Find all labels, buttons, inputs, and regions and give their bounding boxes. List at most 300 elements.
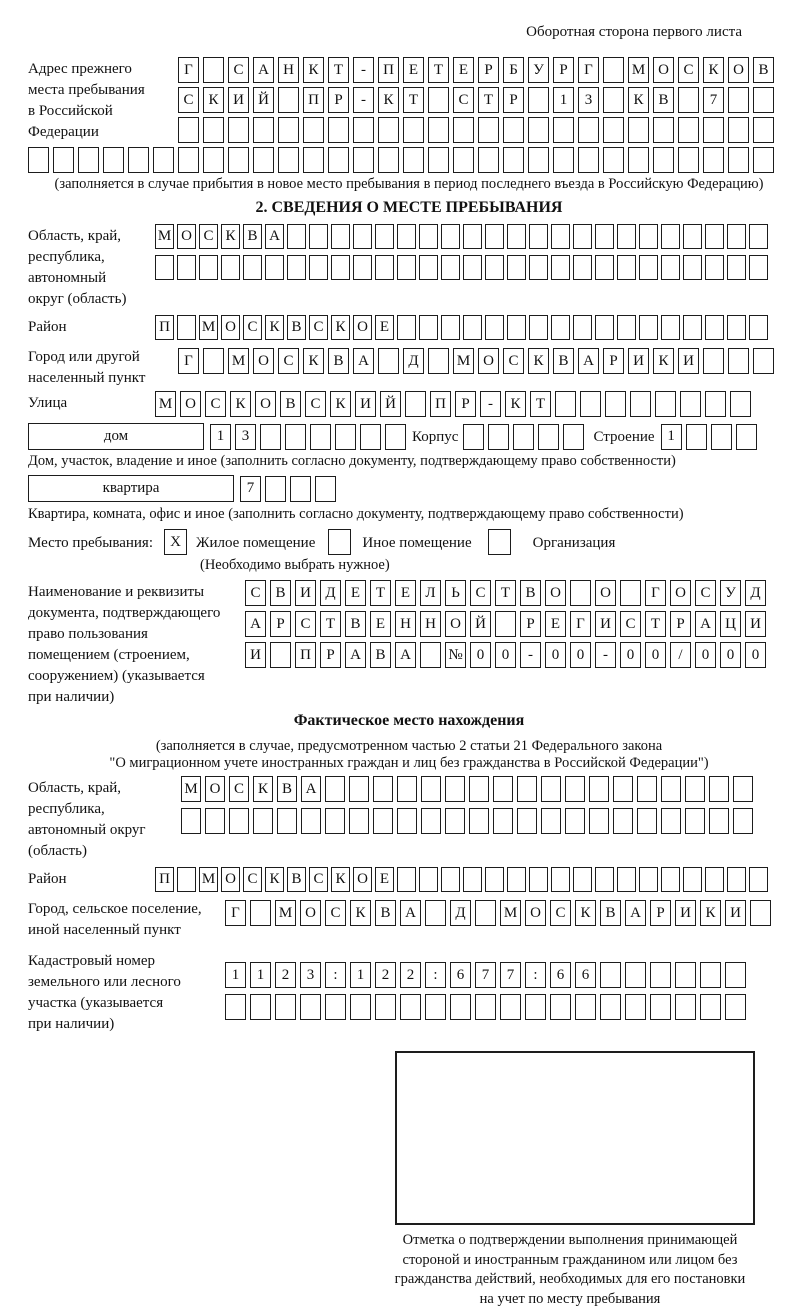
char-box[interactable] — [485, 867, 504, 892]
char-box[interactable] — [727, 315, 746, 340]
char-box[interactable]: И — [675, 900, 696, 926]
char-box[interactable]: В — [600, 900, 621, 926]
char-box[interactable] — [573, 867, 592, 892]
char-box[interactable]: Е — [403, 57, 424, 83]
char-box[interactable]: С — [453, 87, 474, 113]
char-box[interactable] — [507, 315, 526, 340]
char-box[interactable] — [750, 900, 771, 926]
char-box[interactable]: И — [595, 611, 616, 637]
char-box[interactable] — [700, 994, 721, 1020]
char-box[interactable]: Т — [403, 87, 424, 113]
char-box[interactable] — [728, 348, 749, 374]
char-box[interactable]: М — [155, 391, 176, 417]
char-box[interactable] — [445, 776, 465, 802]
char-box[interactable]: Л — [420, 580, 441, 606]
char-box[interactable] — [310, 424, 331, 450]
char-box[interactable]: К — [350, 900, 371, 926]
char-box[interactable] — [703, 117, 724, 143]
char-box[interactable] — [678, 117, 699, 143]
char-box[interactable]: - — [353, 57, 374, 83]
char-box[interactable] — [155, 255, 174, 280]
char-box[interactable] — [683, 315, 702, 340]
char-box[interactable]: Д — [745, 580, 766, 606]
char-box[interactable] — [661, 255, 680, 280]
char-box[interactable] — [705, 224, 724, 249]
char-box[interactable]: Д — [320, 580, 341, 606]
char-box[interactable] — [613, 808, 633, 834]
char-box[interactable] — [553, 117, 574, 143]
char-box[interactable] — [753, 147, 774, 173]
char-box[interactable]: Р — [455, 391, 476, 417]
char-box[interactable] — [397, 255, 416, 280]
char-box[interactable] — [686, 424, 707, 450]
char-box[interactable]: 0 — [570, 642, 591, 668]
char-box[interactable] — [733, 776, 753, 802]
char-box[interactable]: Т — [530, 391, 551, 417]
char-box[interactable] — [403, 147, 424, 173]
char-box[interactable]: Й — [253, 87, 274, 113]
char-box[interactable] — [529, 224, 548, 249]
char-box[interactable] — [203, 147, 224, 173]
char-box[interactable] — [661, 224, 680, 249]
char-box[interactable]: Т — [428, 57, 449, 83]
char-box[interactable] — [349, 808, 369, 834]
char-box[interactable]: Д — [403, 348, 424, 374]
char-box[interactable] — [425, 900, 446, 926]
char-box[interactable] — [685, 776, 705, 802]
char-box[interactable] — [250, 994, 271, 1020]
char-box[interactable]: Е — [370, 611, 391, 637]
char-box[interactable] — [551, 315, 570, 340]
char-box[interactable]: М — [199, 867, 218, 892]
char-box[interactable] — [478, 117, 499, 143]
char-box[interactable] — [463, 255, 482, 280]
char-box[interactable] — [685, 808, 705, 834]
char-box[interactable]: 7 — [475, 962, 496, 988]
char-box[interactable]: О — [653, 57, 674, 83]
checkbox-residential[interactable]: X — [164, 529, 187, 555]
char-box[interactable] — [628, 117, 649, 143]
char-box[interactable] — [705, 391, 726, 417]
char-box[interactable]: Р — [553, 57, 574, 83]
char-box[interactable]: А — [695, 611, 716, 637]
char-box[interactable]: Т — [328, 57, 349, 83]
char-box[interactable]: Г — [570, 611, 591, 637]
char-box[interactable]: Р — [520, 611, 541, 637]
char-box[interactable]: / — [670, 642, 691, 668]
char-box[interactable] — [528, 87, 549, 113]
char-box[interactable]: 0 — [495, 642, 516, 668]
char-box[interactable]: П — [155, 315, 174, 340]
char-box[interactable]: К — [265, 315, 284, 340]
char-box[interactable] — [441, 255, 460, 280]
char-box[interactable]: 6 — [575, 962, 596, 988]
char-box[interactable] — [655, 391, 676, 417]
char-box[interactable]: Е — [375, 867, 394, 892]
char-box[interactable]: В — [375, 900, 396, 926]
char-box[interactable] — [736, 424, 757, 450]
char-box[interactable]: 2 — [275, 962, 296, 988]
char-box[interactable] — [419, 315, 438, 340]
char-box[interactable]: С — [309, 867, 328, 892]
char-box[interactable] — [625, 994, 646, 1020]
char-box[interactable] — [315, 476, 336, 502]
char-box[interactable]: К — [331, 315, 350, 340]
char-box[interactable]: О — [353, 867, 372, 892]
char-box[interactable] — [589, 776, 609, 802]
char-box[interactable] — [328, 117, 349, 143]
char-box[interactable]: А — [345, 642, 366, 668]
char-box[interactable]: О — [353, 315, 372, 340]
char-box[interactable] — [595, 255, 614, 280]
char-box[interactable] — [749, 224, 768, 249]
char-box[interactable] — [661, 776, 681, 802]
char-box[interactable]: А — [353, 348, 374, 374]
char-box[interactable] — [287, 255, 306, 280]
char-box[interactable]: О — [255, 391, 276, 417]
char-box[interactable] — [253, 808, 273, 834]
char-box[interactable] — [253, 147, 274, 173]
char-box[interactable] — [503, 147, 524, 173]
char-box[interactable] — [617, 255, 636, 280]
char-box[interactable] — [753, 87, 774, 113]
char-box[interactable]: О — [221, 315, 240, 340]
char-box[interactable] — [203, 117, 224, 143]
char-box[interactable] — [419, 224, 438, 249]
char-box[interactable] — [749, 315, 768, 340]
char-box[interactable] — [753, 117, 774, 143]
char-box[interactable] — [285, 424, 306, 450]
char-box[interactable]: П — [155, 867, 174, 892]
char-box[interactable] — [385, 424, 406, 450]
char-box[interactable] — [153, 147, 174, 173]
char-box[interactable]: К — [230, 391, 251, 417]
char-box[interactable] — [350, 994, 371, 1020]
char-box[interactable] — [445, 808, 465, 834]
char-box[interactable]: В — [277, 776, 297, 802]
char-box[interactable]: А — [301, 776, 321, 802]
char-box[interactable] — [661, 867, 680, 892]
char-box[interactable]: 1 — [350, 962, 371, 988]
char-box[interactable] — [225, 994, 246, 1020]
char-box[interactable]: И — [745, 611, 766, 637]
char-box[interactable] — [178, 117, 199, 143]
char-box[interactable] — [228, 117, 249, 143]
char-box[interactable] — [278, 147, 299, 173]
char-box[interactable]: М — [199, 315, 218, 340]
char-box[interactable] — [463, 224, 482, 249]
char-box[interactable] — [177, 255, 196, 280]
char-box[interactable] — [550, 994, 571, 1020]
char-box[interactable] — [353, 147, 374, 173]
char-box[interactable] — [728, 147, 749, 173]
char-box[interactable]: Б — [503, 57, 524, 83]
char-box[interactable] — [727, 255, 746, 280]
char-box[interactable]: И — [228, 87, 249, 113]
char-box[interactable]: Р — [603, 348, 624, 374]
char-box[interactable]: О — [445, 611, 466, 637]
char-box[interactable]: И — [355, 391, 376, 417]
char-box[interactable] — [528, 117, 549, 143]
char-box[interactable] — [500, 994, 521, 1020]
char-box[interactable] — [493, 776, 513, 802]
char-box[interactable] — [595, 867, 614, 892]
char-box[interactable] — [229, 808, 249, 834]
char-box[interactable]: : — [325, 962, 346, 988]
char-box[interactable]: О — [525, 900, 546, 926]
char-box[interactable] — [328, 147, 349, 173]
char-box[interactable] — [653, 147, 674, 173]
char-box[interactable] — [309, 224, 328, 249]
char-box[interactable]: Н — [395, 611, 416, 637]
char-box[interactable]: В — [520, 580, 541, 606]
char-box[interactable]: 2 — [400, 962, 421, 988]
char-box[interactable] — [541, 808, 561, 834]
char-box[interactable]: И — [295, 580, 316, 606]
char-box[interactable] — [275, 994, 296, 1020]
char-box[interactable] — [463, 315, 482, 340]
char-box[interactable] — [428, 348, 449, 374]
char-box[interactable]: Р — [320, 642, 341, 668]
char-box[interactable] — [278, 87, 299, 113]
char-box[interactable] — [378, 348, 399, 374]
char-box[interactable]: С — [470, 580, 491, 606]
char-box[interactable]: К — [221, 224, 240, 249]
char-box[interactable] — [493, 808, 513, 834]
char-box[interactable]: Д — [450, 900, 471, 926]
char-box[interactable]: Н — [420, 611, 441, 637]
char-box[interactable] — [278, 117, 299, 143]
char-box[interactable]: К — [378, 87, 399, 113]
char-box[interactable] — [375, 994, 396, 1020]
char-box[interactable]: 1 — [553, 87, 574, 113]
char-box[interactable]: М — [628, 57, 649, 83]
char-box[interactable]: 0 — [695, 642, 716, 668]
char-box[interactable] — [485, 315, 504, 340]
char-box[interactable] — [353, 224, 372, 249]
char-box[interactable]: Р — [503, 87, 524, 113]
char-box[interactable]: К — [703, 57, 724, 83]
char-box[interactable]: А — [253, 57, 274, 83]
char-box[interactable] — [419, 867, 438, 892]
char-box[interactable]: - — [353, 87, 374, 113]
char-box[interactable] — [551, 255, 570, 280]
char-box[interactable]: 0 — [745, 642, 766, 668]
char-box[interactable] — [563, 424, 584, 450]
char-box[interactable] — [378, 117, 399, 143]
char-box[interactable]: С — [695, 580, 716, 606]
char-box[interactable]: Г — [178, 348, 199, 374]
char-box[interactable]: А — [395, 642, 416, 668]
char-box[interactable] — [421, 776, 441, 802]
char-box[interactable] — [553, 147, 574, 173]
char-box[interactable]: Й — [380, 391, 401, 417]
char-box[interactable]: Й — [470, 611, 491, 637]
char-box[interactable] — [575, 994, 596, 1020]
char-box[interactable]: К — [253, 776, 273, 802]
char-box[interactable]: Р — [478, 57, 499, 83]
char-box[interactable] — [428, 117, 449, 143]
char-box[interactable]: П — [295, 642, 316, 668]
char-box[interactable]: С — [678, 57, 699, 83]
char-box[interactable] — [753, 348, 774, 374]
char-box[interactable]: О — [478, 348, 499, 374]
char-box[interactable]: О — [177, 224, 196, 249]
char-box[interactable] — [541, 776, 561, 802]
char-box[interactable] — [203, 348, 224, 374]
char-box[interactable] — [397, 867, 416, 892]
char-box[interactable]: 3 — [235, 424, 256, 450]
char-box[interactable] — [639, 867, 658, 892]
char-box[interactable] — [675, 962, 696, 988]
char-box[interactable] — [375, 224, 394, 249]
char-box[interactable]: С — [325, 900, 346, 926]
char-box[interactable] — [221, 255, 240, 280]
char-box[interactable] — [711, 424, 732, 450]
char-box[interactable] — [403, 117, 424, 143]
char-box[interactable]: Р — [650, 900, 671, 926]
char-box[interactable] — [573, 224, 592, 249]
char-box[interactable]: 7 — [240, 476, 261, 502]
char-box[interactable]: Г — [645, 580, 666, 606]
char-box[interactable]: 6 — [450, 962, 471, 988]
char-box[interactable]: К — [528, 348, 549, 374]
char-box[interactable] — [441, 315, 460, 340]
char-box[interactable] — [397, 224, 416, 249]
char-box[interactable] — [709, 776, 729, 802]
char-box[interactable]: О — [221, 867, 240, 892]
char-box[interactable] — [177, 867, 196, 892]
char-box[interactable] — [425, 994, 446, 1020]
char-box[interactable] — [507, 224, 526, 249]
char-box[interactable]: Т — [478, 87, 499, 113]
char-box[interactable]: К — [653, 348, 674, 374]
char-box[interactable] — [653, 117, 674, 143]
char-box[interactable]: И — [628, 348, 649, 374]
char-box[interactable] — [728, 87, 749, 113]
char-box[interactable] — [441, 224, 460, 249]
char-box[interactable]: С — [550, 900, 571, 926]
char-box[interactable] — [469, 808, 489, 834]
char-box[interactable]: М — [500, 900, 521, 926]
char-box[interactable]: - — [520, 642, 541, 668]
char-box[interactable] — [749, 255, 768, 280]
char-box[interactable] — [703, 348, 724, 374]
char-box[interactable] — [485, 255, 504, 280]
char-box[interactable]: С — [229, 776, 249, 802]
char-box[interactable] — [617, 315, 636, 340]
char-box[interactable]: В — [370, 642, 391, 668]
char-box[interactable] — [265, 255, 284, 280]
char-box[interactable] — [513, 424, 534, 450]
char-box[interactable] — [603, 147, 624, 173]
char-box[interactable]: Е — [545, 611, 566, 637]
char-box[interactable]: Е — [453, 57, 474, 83]
char-box[interactable] — [325, 808, 345, 834]
char-box[interactable] — [441, 867, 460, 892]
char-box[interactable] — [727, 867, 746, 892]
char-box[interactable]: К — [303, 57, 324, 83]
char-box[interactable] — [600, 994, 621, 1020]
char-box[interactable] — [378, 147, 399, 173]
char-box[interactable] — [290, 476, 311, 502]
char-box[interactable]: М — [275, 900, 296, 926]
char-box[interactable] — [400, 994, 421, 1020]
char-box[interactable] — [603, 87, 624, 113]
char-box[interactable] — [260, 424, 281, 450]
char-box[interactable] — [725, 962, 746, 988]
char-box[interactable] — [178, 147, 199, 173]
char-box[interactable]: А — [578, 348, 599, 374]
char-box[interactable] — [683, 224, 702, 249]
char-box[interactable] — [485, 224, 504, 249]
char-box[interactable]: Н — [278, 57, 299, 83]
char-box[interactable] — [529, 867, 548, 892]
char-box[interactable]: С — [503, 348, 524, 374]
char-box[interactable] — [53, 147, 74, 173]
char-box[interactable] — [565, 776, 585, 802]
char-box[interactable]: 1 — [661, 424, 682, 450]
char-box[interactable]: К — [331, 867, 350, 892]
char-box[interactable] — [730, 391, 751, 417]
char-box[interactable]: 2 — [375, 962, 396, 988]
char-box[interactable] — [630, 391, 651, 417]
char-box[interactable] — [373, 808, 393, 834]
char-box[interactable] — [375, 255, 394, 280]
char-box[interactable]: И — [678, 348, 699, 374]
char-box[interactable]: К — [700, 900, 721, 926]
char-box[interactable]: О — [253, 348, 274, 374]
char-box[interactable]: Е — [395, 580, 416, 606]
char-box[interactable]: В — [328, 348, 349, 374]
char-box[interactable]: П — [378, 57, 399, 83]
char-box[interactable]: С — [278, 348, 299, 374]
char-box[interactable] — [603, 117, 624, 143]
char-box[interactable] — [428, 87, 449, 113]
char-box[interactable]: М — [453, 348, 474, 374]
char-box[interactable]: М — [155, 224, 174, 249]
char-box[interactable]: О — [205, 776, 225, 802]
char-box[interactable]: О — [670, 580, 691, 606]
char-box[interactable] — [728, 117, 749, 143]
char-box[interactable]: : — [425, 962, 446, 988]
char-box[interactable] — [397, 315, 416, 340]
char-box[interactable] — [463, 424, 484, 450]
checkbox-other-premises[interactable] — [328, 529, 351, 555]
char-box[interactable] — [495, 611, 516, 637]
char-box[interactable]: № — [445, 642, 466, 668]
char-box[interactable]: Р — [670, 611, 691, 637]
char-box[interactable] — [639, 315, 658, 340]
char-box[interactable] — [517, 808, 537, 834]
char-box[interactable]: П — [430, 391, 451, 417]
char-box[interactable] — [705, 255, 724, 280]
char-box[interactable] — [675, 994, 696, 1020]
char-box[interactable] — [488, 424, 509, 450]
char-box[interactable]: М — [181, 776, 201, 802]
char-box[interactable]: Т — [370, 580, 391, 606]
char-box[interactable] — [538, 424, 559, 450]
char-box[interactable]: А — [400, 900, 421, 926]
char-box[interactable] — [428, 147, 449, 173]
char-box[interactable]: Г — [578, 57, 599, 83]
char-box[interactable]: В — [280, 391, 301, 417]
char-box[interactable]: К — [203, 87, 224, 113]
char-box[interactable] — [331, 255, 350, 280]
char-box[interactable]: С — [309, 315, 328, 340]
char-box[interactable] — [613, 776, 633, 802]
char-box[interactable] — [700, 962, 721, 988]
